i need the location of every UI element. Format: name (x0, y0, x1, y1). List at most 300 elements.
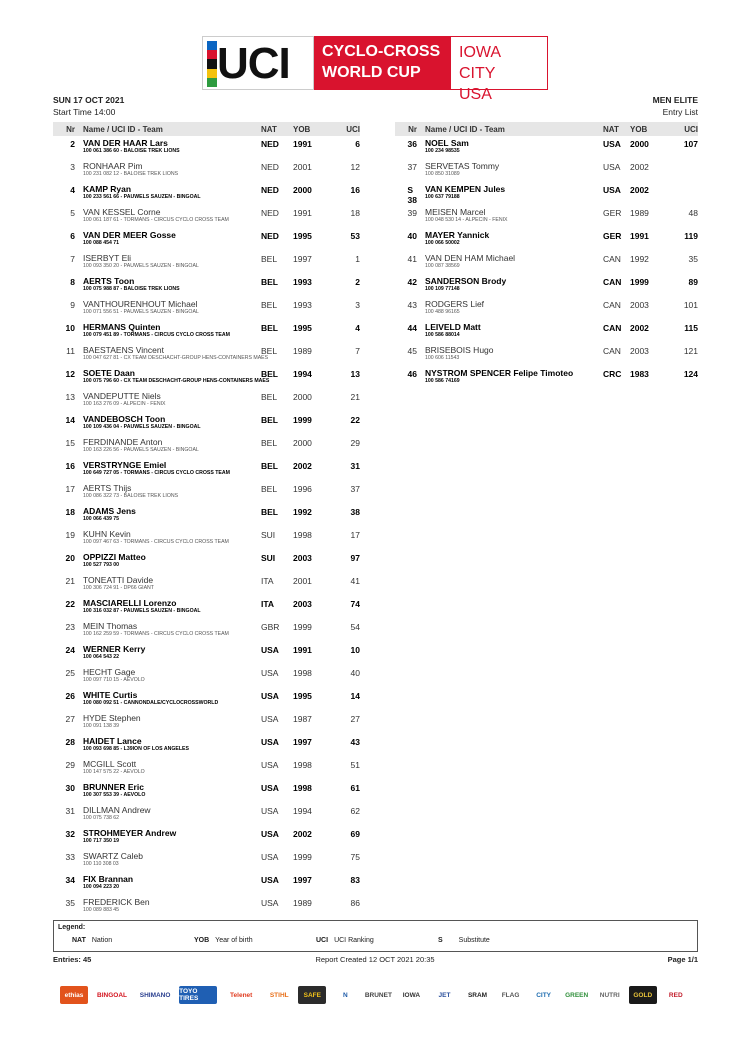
legend-title: Legend: (58, 924, 86, 931)
table-row (53, 711, 360, 734)
rider-number-value: 12 (65, 369, 75, 379)
rider-number-value: 20 (65, 553, 75, 563)
rider-yob: 1993 (293, 300, 312, 310)
table-header (53, 122, 360, 136)
rider-uci-id-team: 100 079 451 89 - TORMANS - CIRCUS CYCLO CROSS TEAM (83, 332, 230, 338)
rider-uci-id-team: 100 233 561 66 - PAUWELS SAUZEN - BINGOAL (83, 194, 201, 200)
rider-yob: 1992 (293, 507, 312, 517)
rider-nation: GER (603, 231, 622, 241)
rider-number (53, 162, 83, 172)
rider-yob: 2003 (293, 599, 312, 609)
rider-uci-ranking: 27 (350, 714, 360, 724)
rider-number-value: 5 (70, 208, 75, 218)
rider-name: FIX Brannan (83, 874, 134, 884)
rider-nation: USA (603, 139, 621, 149)
rider-cell (83, 622, 261, 638)
rider-nation: USA (261, 714, 279, 724)
rider-name: RONHAAR Pim (83, 161, 143, 171)
rider-uci-ranking: 6 (355, 139, 360, 149)
uci-logo-text: UCI (217, 39, 290, 88)
rider-number-value: 39 (407, 208, 417, 218)
rider-name: FREDERICK Ben (83, 897, 150, 907)
rider-nation: SUI (261, 530, 276, 540)
rider-nation: BEL (261, 300, 278, 310)
table-row (53, 458, 360, 481)
rider-number (53, 369, 83, 379)
rider-uci-id-team: 100 231 082 12 - BALOISE TREK LIONS (83, 171, 179, 177)
rider-nation: GBR (261, 622, 280, 632)
table-row (53, 366, 360, 389)
rider-name: OPPIZZI Matteo (83, 552, 146, 562)
sponsor-logo: NUTRI (596, 986, 624, 1004)
rider-uci-id-team: 100 147 575 22 - AEVOLO (83, 769, 145, 775)
rider-number (395, 185, 425, 205)
rider-cell (425, 208, 603, 224)
rider-name: MEIN Thomas (83, 621, 138, 631)
table-row (53, 872, 360, 895)
rider-uci-ranking: 2 (355, 277, 360, 287)
uci-logo (202, 36, 314, 90)
rider-name: SOETE Daan (83, 368, 135, 378)
rider-uci-ranking: 18 (350, 208, 360, 218)
rider-uci-id-team: 100 637 79188 (425, 194, 460, 200)
rider-nation: USA (261, 875, 279, 885)
rider-nation: CAN (603, 346, 621, 356)
rider-nation: BEL (261, 346, 278, 356)
rider-uci-ranking: 101 (683, 300, 698, 310)
rider-uci-id-team: 100 162 259 59 - TORMANS - CIRCUS CYCLO CROSS TEAM (83, 631, 229, 637)
rider-name: KUHN Kevin (83, 529, 131, 539)
rider-number (395, 208, 425, 218)
rider-uci-id-team: 100 586 88014 (425, 332, 460, 338)
table-row (53, 895, 360, 918)
rider-cell (83, 576, 261, 592)
rider-nation: USA (603, 162, 621, 172)
sponsor-logo: JET (430, 986, 458, 1004)
rider-nation: BEL (261, 438, 278, 448)
rider-number-value: 15 (65, 438, 75, 448)
table-row (395, 320, 698, 343)
rider-cell (425, 162, 603, 178)
rider-name: DILLMAN Andrew (83, 805, 151, 815)
rider-yob: 1995 (293, 323, 312, 333)
rider-nation: CRC (603, 369, 622, 379)
rider-nation: CAN (603, 300, 621, 310)
rider-number (395, 323, 425, 333)
rider-name: ISERBYT Eli (83, 253, 132, 263)
rider-number (395, 139, 425, 149)
rider-number-value: 2 (70, 139, 75, 149)
rider-nation: USA (261, 645, 279, 655)
rider-nation: CAN (603, 254, 621, 264)
rider-cell (83, 599, 261, 615)
rider-uci-id-team: 100 307 553 39 - AEVOLO (83, 792, 146, 798)
rider-name: NOEL Sam (425, 138, 469, 148)
rider-name: BRUNNER Eric (83, 782, 144, 792)
table-row (53, 136, 360, 159)
rider-number (53, 530, 83, 540)
table-row (53, 757, 360, 780)
rider-uci-id-team: 100 061 386 60 - BALOISE TREK LIONS (83, 148, 180, 154)
rider-number-value: 44 (407, 323, 417, 333)
legend-item (316, 937, 374, 944)
rider-uci-ranking: 121 (683, 346, 698, 356)
rider-cell (83, 461, 261, 477)
rider-yob: 1999 (293, 415, 312, 425)
rider-cell (83, 484, 261, 500)
rider-uci-ranking: 75 (350, 852, 360, 862)
rider-cell (83, 783, 261, 799)
rider-uci-ranking: 35 (688, 254, 698, 264)
rider-number (395, 277, 425, 287)
sponsor-logo: N (331, 986, 359, 1004)
rider-uci-id-team: 100 075 796 60 - CX TEAM DESCHACHT-GROUP HENS-CONTAINERS MAES (83, 378, 270, 384)
rider-yob: 1991 (630, 231, 649, 241)
rider-number (53, 645, 83, 655)
rider-number-value: 10 (65, 323, 75, 333)
rider-cell (425, 369, 603, 385)
table-row (53, 228, 360, 251)
rider-uci-ranking: 13 (350, 369, 360, 379)
sponsor-logo: SRAM (464, 986, 492, 1004)
table-row (53, 297, 360, 320)
rider-uci-ranking: 37 (350, 484, 360, 494)
legend-item (72, 937, 112, 944)
table-row (53, 481, 360, 504)
race-date: SUN 17 OCT 2021 (53, 95, 125, 105)
rider-cell (83, 530, 261, 546)
rider-uci-id-team: 100 093 350 20 - PAUWELS SAUZEN - BINGOAL (83, 263, 199, 269)
sponsor-logo: BINGOAL (93, 986, 131, 1004)
rider-name: VANDEBOSCH Toon (83, 414, 166, 424)
rider-number-value: 13 (65, 392, 75, 402)
rider-uci-ranking: 22 (350, 415, 360, 425)
rider-nation: BEL (261, 484, 278, 494)
rider-name: RODGERS Lief (425, 299, 485, 309)
rider-cell (83, 898, 261, 914)
rider-nation: USA (261, 668, 279, 678)
rider-uci-id-team: 100 527 793 00 (83, 562, 120, 568)
table-row (395, 274, 698, 297)
legend-desc: Substitute (458, 937, 490, 944)
rider-number (53, 829, 83, 839)
rider-number-value: 43 (407, 300, 417, 310)
rider-yob: 1995 (293, 231, 312, 241)
rider-number-value: 40 (407, 231, 417, 241)
rider-name: ADAMS Jens (83, 506, 136, 516)
rider-name: BRISEBOIS Hugo (425, 345, 494, 355)
rider-uci-ranking: 97 (350, 553, 360, 563)
rider-uci-ranking: 115 (684, 323, 698, 333)
rider-uci-ranking: 89 (688, 277, 698, 287)
table-row (53, 826, 360, 849)
rider-number (53, 668, 83, 678)
rainbow-stripes-icon (207, 41, 217, 87)
rider-yob: 1993 (293, 277, 312, 287)
rider-cell (83, 507, 261, 523)
rider-cell (83, 645, 261, 661)
rider-nation: SUI (261, 553, 276, 563)
rider-yob: 2002 (630, 185, 649, 195)
rider-cell (425, 277, 603, 293)
rider-uci-id-team: 100 109 77148 (425, 286, 460, 292)
rider-name: AERTS Thijs (83, 483, 132, 493)
rider-uci-ranking: 51 (350, 760, 360, 770)
rider-nation: USA (261, 829, 279, 839)
rider-yob: 1997 (293, 875, 312, 885)
rider-nation: BEL (261, 392, 278, 402)
sponsor-logo: GOLD (629, 986, 657, 1004)
rider-nation: BEL (261, 277, 278, 287)
rider-name: VAN DER HAAR Lars (83, 138, 168, 148)
rider-uci-ranking: 10 (350, 645, 360, 655)
rider-number (53, 415, 83, 425)
rider-yob: 1998 (293, 668, 312, 678)
rider-name: HAIDET Lance (83, 736, 142, 746)
rider-cell (425, 139, 603, 155)
table-row (53, 803, 360, 826)
rider-cell (83, 345, 269, 362)
rider-name: SWARTZ Caleb (83, 851, 143, 861)
rider-number-value: 21 (65, 576, 75, 586)
table-row (53, 688, 360, 711)
table-row (53, 642, 360, 665)
sponsor-logo: GREEN (563, 986, 591, 1004)
rider-number (53, 714, 83, 724)
rider-uci-id-team: 100 064 543 22 (83, 654, 120, 660)
table-row (53, 596, 360, 619)
rider-uci-ranking: 21 (350, 392, 360, 402)
rider-uci-id-team: 100 091 138 39 (83, 723, 120, 729)
sponsor-logo: TOYO TIRES (179, 986, 217, 1004)
rider-name: SERVETAS Tommy (425, 161, 500, 171)
rider-yob: 1991 (293, 139, 312, 149)
rider-number-value: 32 (65, 829, 75, 839)
rider-name: FERDINANDE Anton (83, 437, 163, 447)
legend-key: YOB (194, 937, 210, 944)
col-yob: YOB (630, 124, 648, 134)
rider-uci-id-team: 100 097 710 15 - AEVOLO (83, 677, 145, 683)
sponsor-logo: CITY (530, 986, 558, 1004)
rider-yob: 2002 (293, 461, 312, 471)
rider-uci-id-team: 100 048 530 14 - ALPECIN - FENIX (425, 217, 508, 223)
rider-cell (83, 277, 261, 293)
rider-uci-ranking: 119 (684, 231, 698, 241)
rider-nation: NED (261, 162, 279, 172)
rider-yob: 2003 (293, 553, 312, 563)
rider-number-value: 45 (407, 346, 417, 356)
entries-count: Entries: 45 (53, 955, 92, 964)
rider-nation: BEL (261, 254, 278, 264)
rider-number (53, 507, 83, 517)
rider-uci-id-team: 100 110 308 03 (83, 861, 119, 867)
rider-number (395, 231, 425, 241)
rider-yob: 1996 (293, 484, 312, 494)
rider-number-value: 38 (407, 195, 417, 205)
table-row (53, 780, 360, 803)
rider-name: VAN KEMPEN Jules (425, 184, 506, 194)
rider-cell (83, 668, 261, 684)
rider-uci-ranking: 124 (683, 369, 698, 379)
rider-yob: 1989 (293, 898, 312, 908)
rider-number (53, 277, 83, 287)
rider-uci-id-team: 100 163 276 09 - ALPECIN - FENIX (83, 401, 166, 407)
entry-table-right (395, 122, 698, 389)
rider-number (395, 300, 425, 310)
rider-cell (83, 438, 261, 454)
rider-uci-id-team: 100 109 436 04 - PAUWELS SAUZEN - BINGOAL (83, 424, 201, 430)
rider-cell (83, 806, 261, 822)
rider-nation: NED (261, 231, 279, 241)
rider-number-value: 30 (65, 783, 75, 793)
rider-name: BAESTAENS Vincent (83, 345, 164, 355)
rider-nation: USA (261, 691, 279, 701)
rider-nation: BEL (261, 369, 278, 379)
table-row (53, 412, 360, 435)
rider-name: HYDE Stephen (83, 713, 141, 723)
event-name (314, 36, 450, 90)
rider-number (53, 691, 83, 701)
rider-number (53, 576, 83, 586)
rider-yob: 1998 (293, 530, 312, 540)
col-nat: NAT (261, 124, 277, 134)
rider-uci-ranking: 7 (355, 346, 360, 356)
rider-uci-id-team: 100 316 032 87 - PAUWELS SAUZEN - BINGOAL (83, 608, 201, 614)
sponsor-logo: ethias (60, 986, 88, 1004)
rider-cell (83, 208, 261, 224)
sponsor-logo: SAFE (298, 986, 326, 1004)
rider-uci-id-team: 100 488 96165 (425, 309, 460, 315)
table-row (53, 389, 360, 412)
rider-yob: 1997 (293, 254, 312, 264)
rider-uci-ranking: 53 (350, 231, 360, 241)
rider-cell (83, 185, 261, 201)
rider-name: NYSTROM SPENCER Felipe Timoteo (425, 368, 574, 378)
legend-desc: Year of birth (215, 937, 253, 944)
rider-uci-id-team: 100 306 724 91 - DP66 GIANT (83, 585, 154, 591)
rider-number (395, 162, 425, 172)
category: MEN ELITE (652, 95, 698, 105)
rider-yob: 1999 (630, 277, 649, 287)
table-body (53, 136, 360, 918)
rider-name: VERSTRYNGE Emiel (83, 460, 167, 470)
rider-cell (425, 346, 603, 362)
rider-yob: 2001 (293, 162, 312, 172)
rider-name: MASCIARELLI Lorenzo (83, 598, 177, 608)
table-row (53, 665, 360, 688)
rider-yob: 2002 (630, 162, 649, 172)
sponsor-logo: Telenet (222, 986, 260, 1004)
rider-nation: ITA (261, 599, 275, 609)
rider-cell (83, 714, 261, 730)
rider-uci-ranking: 86 (350, 898, 360, 908)
rider-cell (83, 231, 261, 247)
table-row (53, 527, 360, 550)
rider-number-value: 18 (65, 507, 75, 517)
rider-number-value: 27 (65, 714, 75, 724)
rider-number (53, 300, 83, 310)
rider-number (53, 852, 83, 862)
city-line2: USA (459, 86, 492, 103)
table-row (395, 205, 698, 228)
rider-number-value: 37 (407, 162, 417, 172)
table-row (395, 182, 698, 205)
rider-name: MEISEN Marcel (425, 207, 486, 217)
rider-uci-id-team: 100 850 31089 (425, 171, 460, 177)
page-number: Page 1/1 (667, 955, 698, 964)
rider-cell (83, 323, 261, 339)
rider-yob: 2000 (293, 392, 312, 402)
col-yob: YOB (293, 124, 311, 134)
rider-yob: 2003 (630, 346, 649, 356)
rider-nation: GER (603, 208, 622, 218)
rider-cell (83, 139, 261, 155)
rider-cell (83, 392, 261, 408)
legend (53, 920, 698, 952)
rider-number (53, 438, 83, 448)
legend-desc: UCI Ranking (334, 937, 374, 944)
rider-nation: NED (261, 208, 279, 218)
rider-nation: BEL (261, 461, 278, 471)
rider-yob: 1999 (293, 622, 312, 632)
rider-yob: 1992 (630, 254, 649, 264)
rider-yob: 1998 (293, 783, 312, 793)
rider-uci-ranking: 17 (350, 530, 360, 540)
rider-name: HERMANS Quinten (83, 322, 161, 332)
rider-uci-ranking: 3 (355, 300, 360, 310)
table-row (53, 619, 360, 642)
rider-uci-ranking: 43 (350, 737, 360, 747)
rider-name: VANDEPUTTE Niels (83, 391, 161, 401)
table-row (395, 159, 698, 182)
rider-uci-id-team: 100 163 226 56 - PAUWELS SAUZEN - BINGOAL (83, 447, 199, 453)
rider-cell (83, 254, 261, 270)
table-row (395, 343, 698, 366)
table-row (53, 320, 360, 343)
rider-number (53, 806, 83, 816)
rider-uci-id-team: 100 066 50002 (425, 240, 460, 246)
rider-number (53, 254, 83, 264)
rider-cell (83, 737, 261, 753)
col-nr: Nr (66, 124, 75, 134)
rider-uci-ranking: 38 (350, 507, 360, 517)
table-row (53, 550, 360, 573)
rider-cell (83, 415, 261, 431)
table-row (395, 228, 698, 251)
rider-yob: 1995 (293, 691, 312, 701)
rider-yob: 2002 (293, 829, 312, 839)
rider-cell (425, 254, 603, 270)
legend-key: S (438, 937, 443, 944)
rider-number-value: 35 (65, 898, 75, 908)
rider-nation: USA (261, 783, 279, 793)
rider-uci-id-team: 100 066 439 75 (83, 516, 120, 522)
rider-number (53, 208, 83, 218)
rider-number-value: 14 (65, 415, 75, 425)
rider-uci-ranking: 107 (683, 139, 698, 149)
rider-uci-ranking: 61 (350, 783, 360, 793)
rider-yob: 1998 (293, 760, 312, 770)
rider-nation: ITA (261, 576, 274, 586)
table-row (53, 251, 360, 274)
rider-uci-ranking: 48 (688, 208, 698, 218)
rider-name: WERNER Kerry (83, 644, 146, 654)
rider-yob: 2000 (293, 438, 312, 448)
rider-number (53, 737, 83, 747)
rider-number-value: 23 (65, 622, 75, 632)
list-type: Entry List (662, 107, 698, 117)
rider-uci-id-team: 100 075 988 87 - BALOISE TREK LIONS (83, 286, 180, 292)
